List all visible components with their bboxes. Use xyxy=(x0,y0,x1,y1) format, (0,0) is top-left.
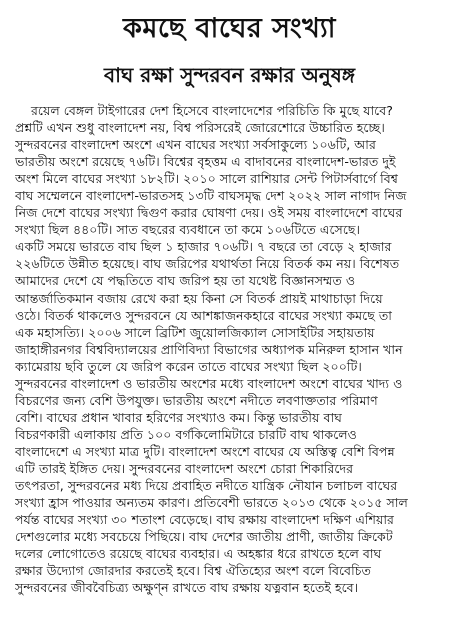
article-line: আন্তর্জাতিকমান বজায় রেখে করা হয় কিনা সে বিতর্ক প্রায়ই মাথাচাড়া দিয়ে xyxy=(15,290,383,306)
article-line: প্রশ্নটি এখন শুধু বাংলাদেশ নয়, বিশ্ব পরিসরেই জোরেশোরে উচ্চারিত হচ্ছে। xyxy=(15,120,385,136)
article-line: এটি তারই ইঙ্গিত দেয়। সুন্দরবনের বাংলাদেশ অংশে চোরা শিকারিদের xyxy=(15,460,353,476)
article-line: সুন্দরবনের জীববৈচিত্র্য অক্ষুণ্ন রাখতে বাঘ রক্ষায় যত্নবান হতেই হবে। xyxy=(15,580,359,596)
article-line: রয়েল বেঙ্গল টাইগারের দেশ হিসেবে বাংলাদেশের পরিচিতি কি মুছে যাবে? xyxy=(31,103,393,118)
headline: কমছে বাঘের সংখ্যা xyxy=(123,13,336,44)
article-line: সুন্দরবনের বাংলাদেশ ও ভারতীয় অংশের মধ্যে বাংলাদেশ অংশে বাঘের খাদ্য ও xyxy=(15,375,403,391)
article-line: দলের লোগোতেও রয়েছে বাঘের ব্যবহার। এ অহঙ্কার ধরে রাখতে হলে বাঘ xyxy=(15,546,382,562)
article-line: ওঠে। বিতর্ক থাকলেও সুন্দরবনে যে আশঙ্কাজনকহারে বাঘের সংখ্যা কমছে তা xyxy=(15,307,392,323)
article-line: সুন্দরবনের বাংলাদেশ অংশে এখন বাঘের সংখ্যা সর্বসাকুল্যে ১০৬টি, আর xyxy=(15,137,376,153)
article-line: আমাদের দেশে যে পদ্ধতিতে বাঘ জরিপ হয় তা যথেষ্ট বিজ্ঞানসম্মত ও xyxy=(15,273,356,289)
article-body xyxy=(15,102,444,596)
article-line: একটি সময়ে ভারতে বাঘ ছিল ১ হাজার ৭০৬টি। ৭ বছরে তা বেড়ে ২ হাজার xyxy=(15,239,392,255)
subheadline: বাঘ রক্ষা সুন্দরবন রক্ষার অনুষঙ্গ xyxy=(103,63,356,87)
article-line: বাঘ সম্মেলনে বাংলাদেশ-ভারতসহ ১৩টি বাঘসমৃদ্ধ দেশ ২০২২ সাল নাগাদ নিজ xyxy=(15,188,407,204)
article-line: ভারতীয় অংশে রয়েছে ৭৬টি। বিশ্বের বৃহত্তম এ বাদাবনের বাংলাদেশ-ভারত দুই xyxy=(15,154,396,170)
article-line: বেশি। বাঘের প্রধান খাবার হরিণের সংখ্যাও কম। কিন্তু ভারতীয় বাঘ xyxy=(15,409,342,425)
newspaper-clipping xyxy=(0,8,456,632)
article-line: পর্যন্ত বাঘের সংখ্যা ৩০ শতাংশ বেড়েছে। বাঘ রক্ষায় বাংলাদেশ দক্ষিণ এশিয়ার xyxy=(15,512,394,528)
article-line: ক্যামেরায় ছবি তুলে যে জরিপ করেন তাতে বাঘের সংখ্যা ছিল ২০০টি। xyxy=(15,358,362,374)
article-line: নিজ দেশে বাঘের সংখ্যা দ্বিগুণ করার ঘোষণা দেয়। ওই সময় বাংলাদেশে বাঘের xyxy=(15,205,403,221)
article-line: রক্ষার উদ্যোগ জোরদার করতেই হবে। বিশ্ব ঐতিহ্যের অংশ বলে বিবেচিত xyxy=(15,563,371,579)
article-line: অংশ মিলে বাঘের সংখ্যা ১৮২টি। ২০১০ সালে রাশিয়ার সেন্ট পিটার্সবার্গে বিশ্ব xyxy=(15,171,398,187)
article-line: এক মহাসত্যি। ২০০৬ সালে ব্রিটিশ জুয়োলজিক্যাল সোসাইটির সহায়তায় xyxy=(15,324,375,340)
article-line: সংখ্যা ছিল ৪৪০টি। সাত বছরের ব্যবধানে তা কমে ১০৬টিতে এসেছে। xyxy=(15,222,361,238)
article-line: দেশগুলোর মধ্যে সবচেয়ে পিছিয়ে। বাঘ দেশের জাতীয় প্রাণী, জাতীয় ক্রিকেট xyxy=(15,529,393,545)
article-line: ২২৬টিতে উন্নীত হয়েছে। বাঘ জরিপের যথার্থতা নিয়ে বিতর্ক কম নয়। বিশেষত xyxy=(15,256,400,272)
article-line: জাহাঙ্গীরনগর বিশ্ববিদ্যালয়ের প্রাণিবিদ্যা বিভাগের অধ্যাপক মনিরুল হাসান খান xyxy=(15,341,403,357)
article-line: বিচরণের জন্য বেশি উপযুক্ত। ভারতীয় অংশে নদীতে লবণাক্ততার পরিমাণ xyxy=(15,392,378,408)
article-line: সংখ্যা হ্রাস পাওয়ার অন্যতম কারণ। প্রতিবেশী ভারতে ২০১৩ থেকে ২০১৫ সাল xyxy=(15,495,408,511)
article-line: তৎপরতা, সুন্দরবনের মধ্য দিয়ে প্রবাহিত নদীতে যান্ত্রিক নৌযান চলাচল বাঘের xyxy=(15,478,398,494)
article-line: বাংলাদেশে এ সংখ্যা মাত্র দুটি। বাংলাদেশ অংশে বাঘের যে অস্তিত্ব বেশি বিপন্ন xyxy=(15,443,395,459)
article-line: বিচরণকারী এলাকায় প্রতি ১০০ বর্গকিলোমিটারে চারটি বাঘ থাকলেও xyxy=(15,426,357,442)
